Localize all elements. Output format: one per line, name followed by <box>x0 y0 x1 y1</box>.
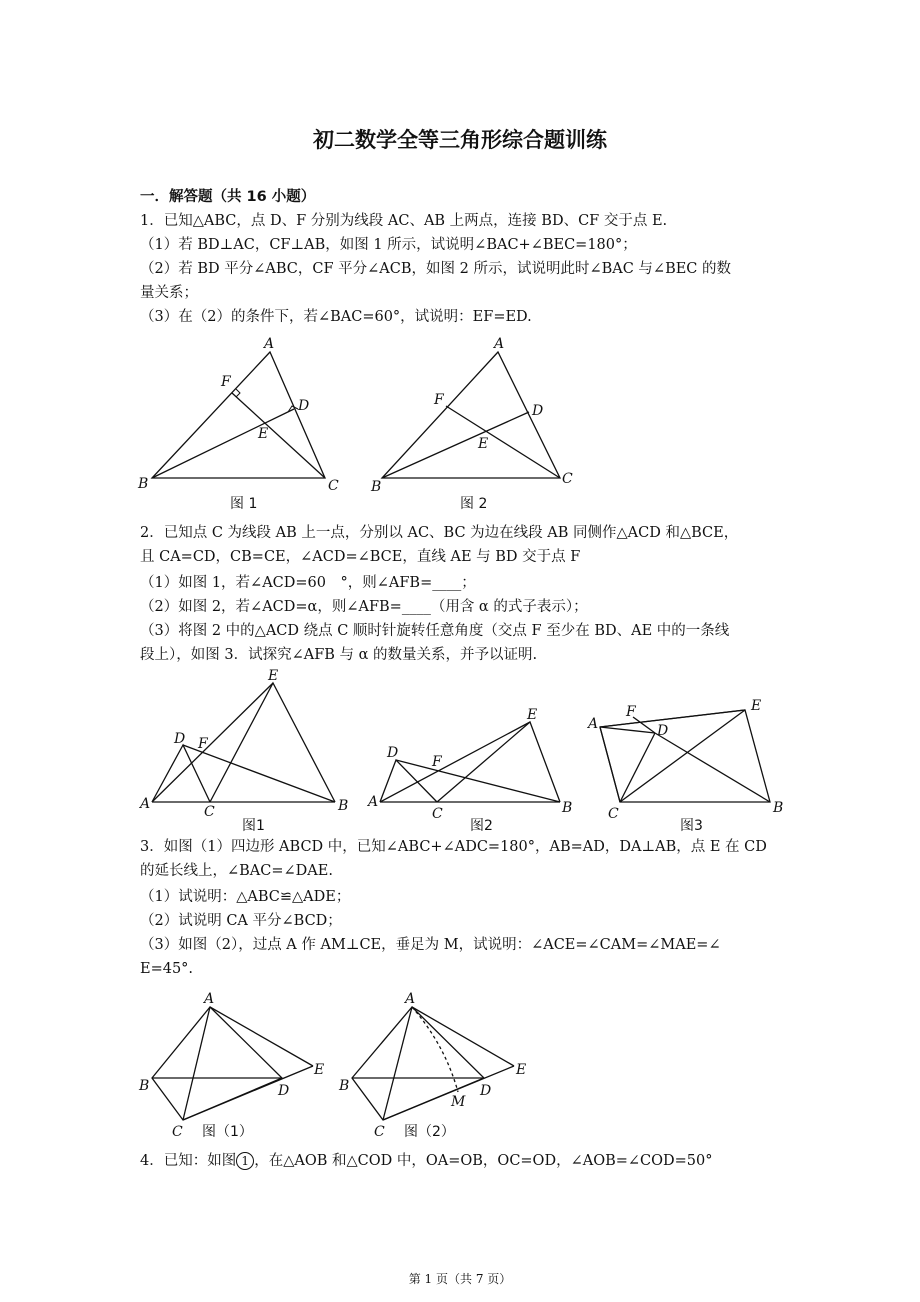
q3-line-4: （2）试说明 CA 平分∠BCD； <box>140 913 342 929</box>
q1-fig1-label-c: C <box>328 478 339 494</box>
q2-fig3-bd <box>655 733 770 802</box>
q4-pre: 4．已知：如图 <box>140 1153 237 1169</box>
q2-line-1: 2．已知点 C 为线段 AB 上一点，分别以 AC、BC 为边在线段 AB 同侧作△ACD 和△BCE， <box>140 525 739 541</box>
q3-fig1-label-b: B <box>139 1078 150 1094</box>
q1-fig2-label-f: F <box>434 392 444 408</box>
q2-fig1-caption: 图1 <box>242 818 265 834</box>
q2-fig1-label-e: E <box>268 668 279 684</box>
q3-fig1-label-e: E <box>314 1062 325 1078</box>
q2-line-2: 且 CA=CD，CB=CE，∠ACD=∠BCE，直线 AE 与 BD 交于点 F <box>140 549 581 565</box>
q1-fig1-label-f: F <box>221 374 231 390</box>
q3-fig1-label-d: D <box>278 1083 290 1099</box>
q2-fig3-label-a: A <box>588 716 599 732</box>
q1-fig1-right-angle-f <box>236 389 240 397</box>
q3-line-3: （1）试说明：△ABC≌△ADE； <box>140 889 351 905</box>
q1-fig1-cf <box>232 393 325 478</box>
q3-line-5: （3）如图（2），过点 A 作 AM⊥CE，垂足为 M，试说明：∠ACE=∠CAM=∠MAE=∠ <box>140 937 721 953</box>
q3-fig2-label-a: A <box>405 991 416 1007</box>
q1-line-1: 1．已知△ABC，点 D、F 分别为线段 AC、AB 上两点，连接 BD、CF 交于点 E. <box>140 213 668 229</box>
q2-fig3-caption: 图3 <box>680 818 703 834</box>
q1-fig1-label-d: D <box>298 398 310 414</box>
q2-fig1-ae <box>152 683 273 802</box>
q3-line-2: 的延长线上，∠BAC=∠DAE. <box>140 863 333 879</box>
q2-fig3-ce <box>620 710 745 802</box>
q3-line-6: E=45°. <box>140 961 194 977</box>
q1-fig2-label-d: D <box>532 403 544 419</box>
q1-line-5: （3）在（2）的条件下，若∠BAC=60°，试说明：EF=ED. <box>140 309 532 325</box>
q2-fig1-label-d: D <box>174 731 186 747</box>
section-heading: 一．解答题（共 16 小题） <box>140 189 316 205</box>
q2-fig2-label-c: C <box>432 806 443 822</box>
q3-fig1-quad <box>152 1007 282 1120</box>
q2-fig2-label-b: B <box>562 800 573 816</box>
q1-fig2-label-b: B <box>371 479 382 495</box>
q2-line-4: （2）如图 2，若∠ACD=α，则∠AFB=____（用含 α 的式子表示）； <box>140 599 588 615</box>
q1-fig2-label-e: E <box>478 436 489 452</box>
q2-fig3-label-e: E <box>751 698 762 714</box>
q2-figures <box>0 665 920 840</box>
q2-fig1-bce <box>210 683 335 802</box>
q3-fig2-caption: 图（2） <box>404 1124 455 1140</box>
q1-line-2: （1）若 BD⊥AC，CF⊥AB，如图 1 所示，试说明∠BAC+∠BEC=180°； <box>140 237 637 253</box>
q1-figures <box>0 330 920 520</box>
q1-fig1-label-b: B <box>138 476 149 492</box>
q4-line-1 <box>140 1150 790 1172</box>
q2-fig3-label-b: B <box>773 800 784 816</box>
q2-fig1-label-a: A <box>140 796 151 812</box>
q2-fig1-label-c: C <box>204 804 215 820</box>
q3-figures <box>0 985 920 1145</box>
page-title: 初二数学全等三角形综合题训练 <box>313 128 607 152</box>
q1-fig1-label-a: A <box>264 336 275 352</box>
q2-line-3: （1）如图 1，若∠ACD=60 °，则∠AFB=____； <box>140 575 476 591</box>
q2-fig2-label-e: E <box>527 707 538 723</box>
q2-fig2-label-a: A <box>368 794 379 810</box>
q1-fig1-triangle <box>152 352 325 478</box>
q1-fig2-label-a: A <box>494 336 505 352</box>
q2-fig3-label-c: C <box>608 806 619 822</box>
circled-number: 1 <box>236 1152 254 1170</box>
q2-line-5: （3）将图 2 中的△ACD 绕点 C 顺时针旋转任意角度（交点 F 至少在 BD、AE 中的一条线 <box>140 623 730 639</box>
q1-fig1-bd <box>152 409 294 478</box>
q1-fig1-caption: 图 1 <box>230 496 258 512</box>
q1-line-4: 量关系； <box>140 285 198 301</box>
q1-fig1-label-e: E <box>258 426 269 442</box>
q2-fig3-ae <box>600 710 745 727</box>
q2-fig2-caption: 图2 <box>470 818 493 834</box>
q2-fig1-label-b: B <box>338 798 349 814</box>
q2-fig3-label-d: D <box>657 723 669 739</box>
q3-fig2-label-c: C <box>374 1124 385 1140</box>
q3-fig2-label-b: B <box>339 1078 350 1094</box>
q2-fig3-label-f: F <box>626 704 636 720</box>
q4-post: ，在△AOB 和△COD 中，OA=OB，OC=OD，∠AOB=∠COD=50° <box>254 1153 713 1169</box>
q3-fig1-label-a: A <box>204 991 215 1007</box>
q3-line-1: 3．如图（1）四边形 ABCD 中，已知∠ABC+∠ADC=180°，AB=AD，DA⊥AB，点 E 在 CD <box>140 839 767 855</box>
q2-fig1-label-f: F <box>198 736 208 752</box>
q3-fig2-label-d: D <box>480 1083 492 1099</box>
q3-fig1-label-c: C <box>172 1124 183 1140</box>
q2-line-6: 段上），如图 3．试探究∠AFB 与 α 的数量关系，并予以证明. <box>140 647 538 663</box>
q3-fig1-caption: 图（1） <box>202 1124 253 1140</box>
q1-fig2-caption: 图 2 <box>460 496 488 512</box>
q3-fig2-label-e: E <box>516 1062 527 1078</box>
q1-fig2-label-c: C <box>562 471 573 487</box>
q1-line-3: （2）若 BD 平分∠ABC，CF 平分∠ACB，如图 2 所示，试说明此时∠BAC 与∠BEC 的数 <box>140 261 732 277</box>
q2-fig2-label-f: F <box>432 754 442 770</box>
q2-fig2-acd <box>380 760 437 802</box>
q3-fig2-label-m: M <box>451 1094 466 1110</box>
q2-fig2-label-d: D <box>387 745 399 761</box>
page-footer: 第 1 页（共 7 页） <box>408 1272 512 1286</box>
